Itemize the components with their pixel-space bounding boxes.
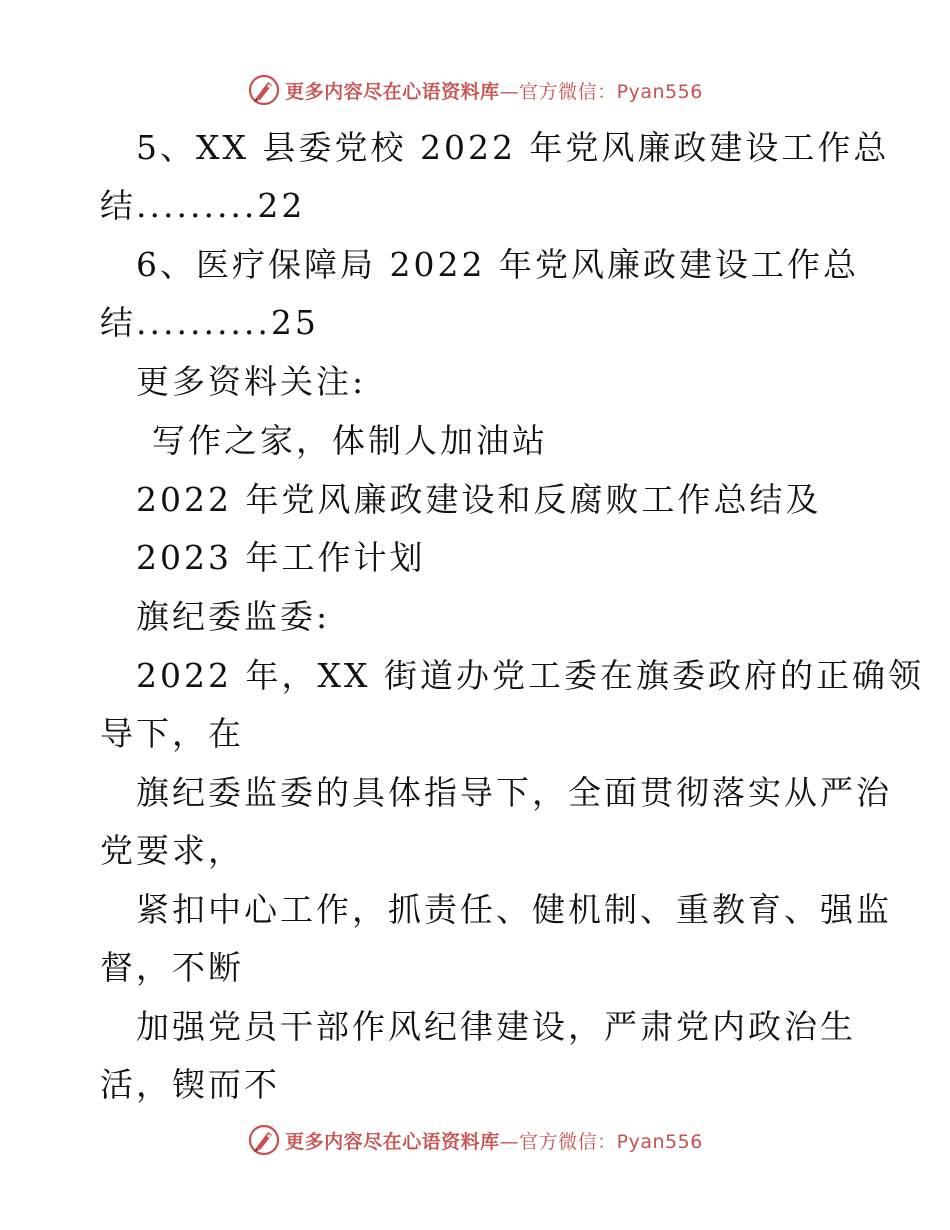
text-line: 2023 年工作计划 (136, 538, 426, 577)
text-line: 5、XX 县委党校 2022 年党风廉政建设工作总 (136, 128, 890, 167)
watermark-main: 更多内容尽在心语资料库 (285, 80, 500, 103)
watermark-dash: — (499, 1130, 520, 1153)
watermark-dash: — (499, 80, 520, 103)
text-line: 紧扣中心工作，抓责任、健机制、重教育、强监 (136, 890, 892, 929)
text-line: 导下，在 (100, 714, 244, 753)
text-line: 结.........22 (100, 186, 306, 225)
watermark-main: 更多内容尽在心语资料库 (285, 1130, 500, 1153)
text-line: 活，锲而不 (100, 1065, 280, 1104)
text-line: 6、医疗保障局 2022 年党风廉政建设工作总 (136, 245, 859, 284)
pen-logo-icon (247, 73, 281, 107)
text-line: 2022 年，XX 街道办党工委在旗委政府的正确领 (136, 656, 924, 695)
text-line: 党要求， (100, 831, 244, 870)
pen-logo-icon (247, 1123, 281, 1157)
text-line: 督，不断 (100, 948, 244, 987)
watermark-suffix: 官方微信：Pyan556 (519, 1130, 703, 1153)
text-line: 更多资料关注: (136, 362, 367, 401)
watermark-suffix: 官方微信：Pyan556 (519, 80, 703, 103)
footer-watermark-text (285, 1127, 703, 1154)
footer-watermark (0, 1118, 950, 1162)
text-line: 2022 年党风廉政建设和反腐败工作总结及 (136, 480, 822, 519)
text-line: 结..........25 (100, 303, 319, 342)
text-line: 旗纪委监委的具体指导下，全面贯彻落实从严治 (136, 773, 892, 812)
header-watermark (0, 68, 950, 112)
text-line: 写作之家，体制人加油站 (152, 421, 548, 460)
text-line: 加强党员干部作风纪律建设，严肃党内政治生 (136, 1007, 856, 1046)
text-line: 旗纪委监委: (136, 597, 331, 636)
header-watermark-text (285, 77, 703, 104)
